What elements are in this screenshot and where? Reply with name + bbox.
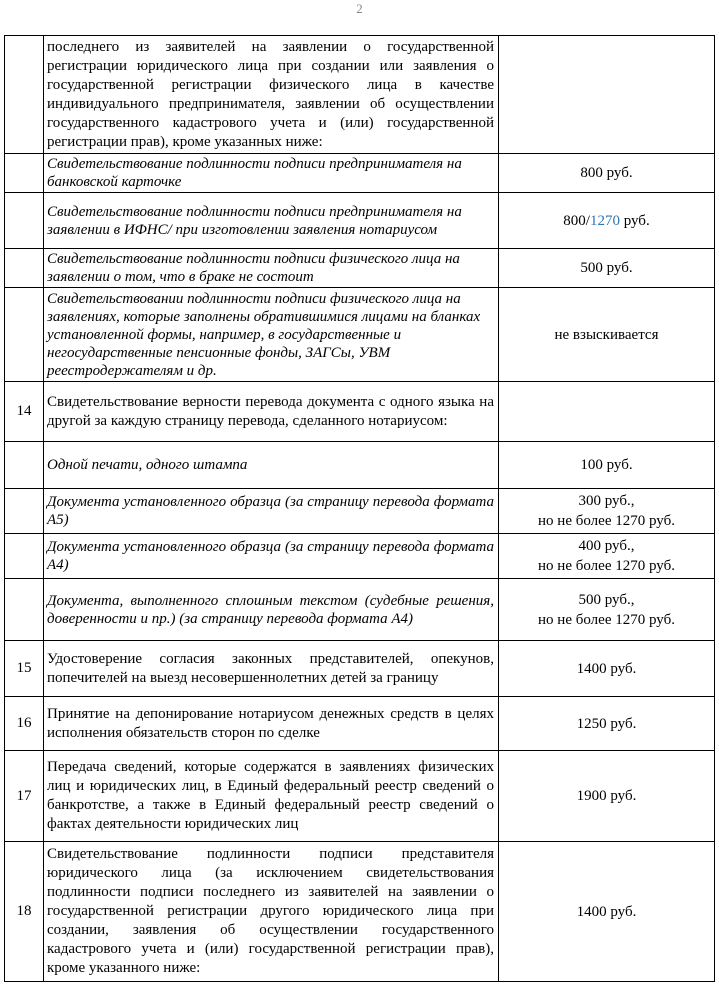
service-description: Документа установленного образца (за страницу перевода формата А5) [44,489,499,534]
service-price: 800 руб. [499,154,715,193]
service-description: Передача сведений, которые содержатся в заявлениях физических лиц и юридических лиц, в Единый федеральный реестр сведений о банкротстве, а также в Единый федеральный реестр сведений о фактах деятельности юридических лиц [44,751,499,842]
row-number [5,288,44,382]
price-value: 400 руб., [578,538,635,554]
row-number [5,36,44,154]
service-description: последнего из заявителей на заявлении о государственной регистрации юридического лица при создании или заявления о государственной регистрации физического лица в качестве индивидуального предпринимателя, заявлении об осуществлении государственного кадастрового учета и (или) государственной регистрации прав), кроме указанных ниже: [44,36,499,154]
service-description: Свидетельствовании подлинности подписи физического лица на заявлениях, которые заполнены обратившимися лицами на бланках установленной формы, например, в государственные и негосударственные пенсионные фонды, ЗАГСы, УВМ реестродержателям и др. [44,288,499,382]
table-row [5,249,715,288]
service-price: 1250 руб. [499,697,715,751]
row-number: 18 [5,842,44,982]
table-row [5,382,715,442]
service-price: 1400 руб. [499,842,715,982]
row-number: 17 [5,751,44,842]
service-description: Одной печати, одного штампа [44,442,499,489]
table-row [5,288,715,382]
table-row [5,489,715,534]
price-alt: 1270 [589,212,620,229]
price-limit: но не более 1270 руб. [538,513,675,529]
table-row [5,641,715,697]
price-limit: но не более 1270 руб. [538,558,675,574]
service-price: 1400 руб. [499,641,715,697]
service-description: Свидетельствование подлинности подписи физического лица на заявлении о том, что в браке не состоит [44,249,499,288]
service-price [499,36,715,154]
service-price [499,382,715,442]
table-row [5,579,715,641]
service-description: Свидетельствование подлинности подписи предпринимателя на банковской карточке [44,154,499,193]
price-unit: руб. [619,212,650,229]
row-number [5,249,44,288]
service-price: 500 руб. [499,249,715,288]
page-number: 2 [356,1,363,16]
price-value: 300 руб., [578,493,635,509]
price-limit: но не более 1270 руб. [538,611,675,628]
table-row [5,697,715,751]
service-price: не взыскивается [499,288,715,382]
table-row [5,534,715,579]
row-number [5,154,44,193]
table-row [5,36,715,154]
service-description: Свидетельствование подлинности подписи предпринимателя на заявлении в ИФНС/ при изготовлении заявления нотариусом [44,193,499,249]
service-description: Удостоверение согласия законных представителей, опекунов, попечителей на выезд несовершеннолетних детей за границу [44,641,499,697]
service-description: Документа установленного образца (за страницу перевода формата А4) [44,534,499,579]
service-description: Документа, выполненного сплошным текстом (судебные решения, доверенности и пр.) (за страницу перевода формата А4) [44,579,499,641]
service-description: Свидетельствование верности перевода документа с одного языка на другой за каждую страницу перевода, сделанного нотариусом: [44,382,499,442]
row-number: 15 [5,641,44,697]
service-price [499,489,715,534]
table-row [5,193,715,249]
price-base: 800/ [563,212,590,229]
row-number [5,579,44,641]
row-number [5,442,44,489]
service-price: 100 руб. [499,442,715,489]
row-number: 14 [5,382,44,442]
table-row [5,751,715,842]
service-price [499,534,715,579]
price-value: 500 руб., [578,591,635,608]
row-number: 16 [5,697,44,751]
service-description: Принятие на депонирование нотариусом денежных средств в целях исполнения обязательств сторон по сделке [44,697,499,751]
service-price [499,579,715,641]
row-number [5,534,44,579]
table-row [5,154,715,193]
service-price [499,193,715,249]
table-row [5,842,715,982]
notary-fee-table [4,35,715,982]
service-price: 1900 руб. [499,751,715,842]
row-number [5,193,44,249]
table-row [5,442,715,489]
service-description: Свидетельствование подлинности подписи представителя юридического лица (за исключением свидетельствования подлинности подписи последнего из заявителей на заявлении о государственной регистрации другого юридического лица при создании, заявления об осуществлении государственного кадастрового учета и (или) государственной регистрации прав), кроме указанного ниже: [44,842,499,982]
row-number [5,489,44,534]
